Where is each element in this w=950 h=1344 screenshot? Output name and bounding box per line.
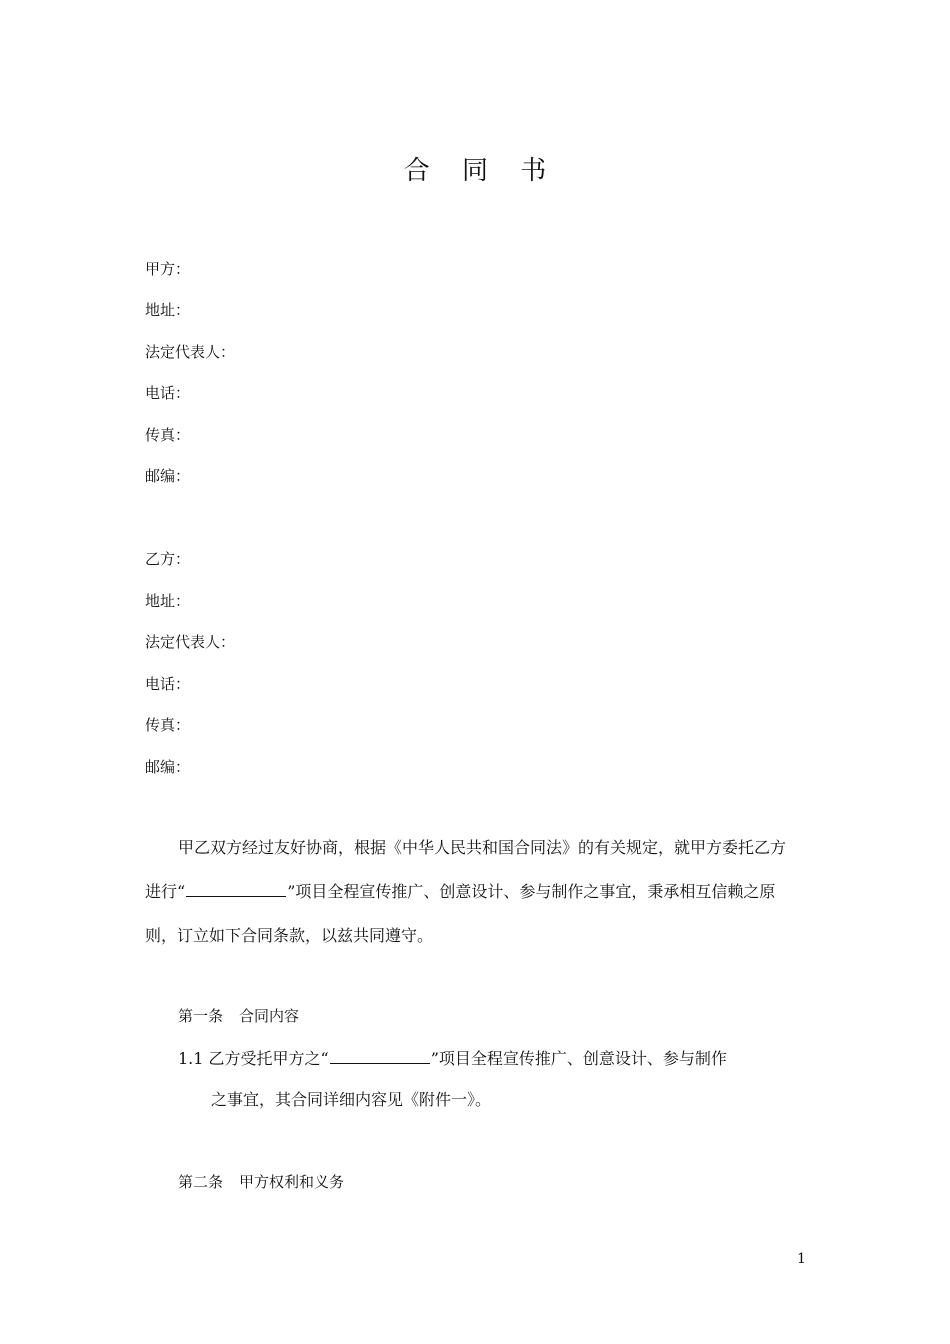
party-b-phone-label: 电话： [145,675,191,693]
preamble-line-2-end: ”项目全程宣传推广、创意设计、参与制作之事宜，秉承相互信赖之原 [287,882,776,901]
article-2-heading [178,1171,344,1192]
preamble-line-2-start: 进行“ [145,882,186,901]
article-1-number: 第一条 [178,1007,224,1025]
clause-1-1-end: ”项目全程宣传推广、创意设计、参与制作 [430,1049,727,1068]
article-1-heading [178,1005,299,1026]
party-a-address-label: 地址： [145,301,191,319]
party-b-fax-label: 传真： [145,716,191,734]
clause-1-1-blank [330,1049,430,1064]
article-2-title: 甲方权利和义务 [239,1173,345,1191]
page-number: 1 [797,1251,806,1267]
document-title: 合 同 书 [403,156,559,186]
article-2-number: 第二条 [178,1173,224,1191]
party-a-postcode-label: 邮编： [145,467,191,485]
party-a-label: 甲方： [145,260,191,278]
clause-1-1-start: 1.1 乙方受托甲方之“ [178,1049,329,1068]
project-name-blank [186,882,286,897]
party-b-legal-rep-label: 法定代表人： [145,633,236,651]
party-b-postcode-label: 邮编： [145,758,191,776]
article-1-title: 合同内容 [239,1007,300,1025]
party-b-label: 乙方： [145,550,191,568]
preamble-paragraph [145,826,815,958]
party-a-legal-rep-label: 法定代表人： [145,343,236,361]
clause-1-1 [178,1046,727,1069]
preamble-line-2 [145,870,815,914]
party-a-fax-label: 传真： [145,426,191,444]
clause-1-1-continuation: 之事宜，其合同详细内容见《附件一》。 [211,1090,492,1109]
party-a-phone-label: 电话： [145,384,191,402]
party-b-address-label: 地址： [145,592,191,610]
preamble-line-1: 甲乙双方经过友好协商，根据《中华人民共和国合同法》的有关规定，就甲方委托乙方 [178,838,787,857]
preamble-line-3: 则，订立如下合同条款，以兹共同遵守。 [145,926,434,945]
